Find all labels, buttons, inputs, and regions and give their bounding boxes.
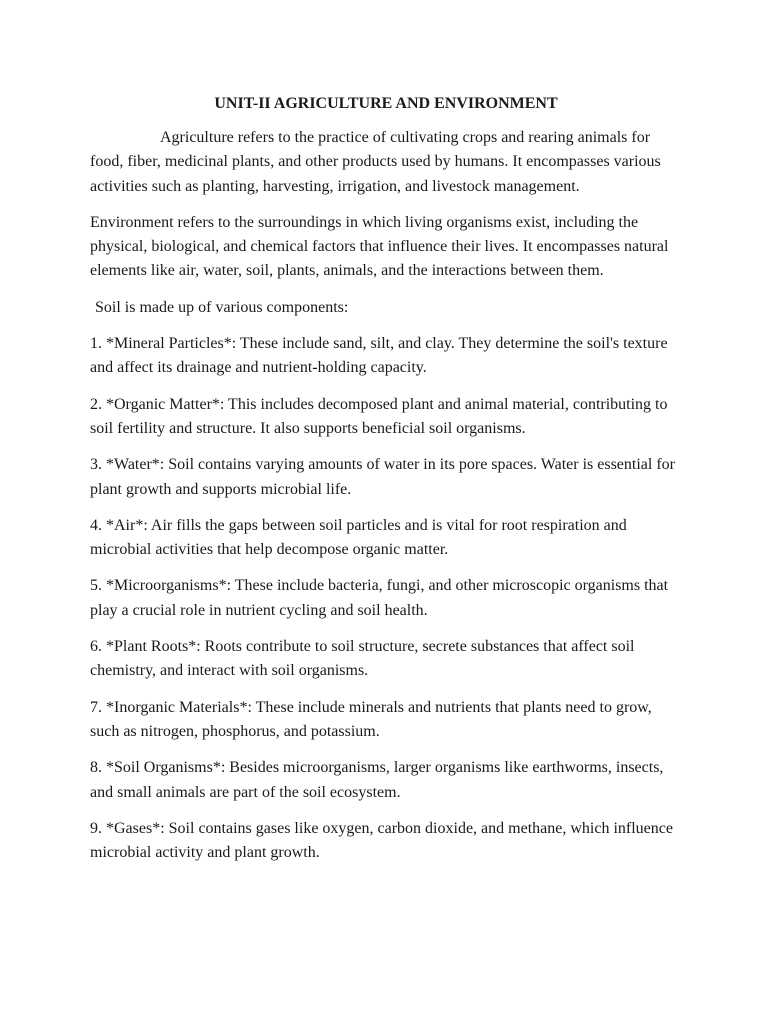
component-item-inorganic-materials: 7. *Inorganic Materials*: These include minerals and nutrients that plants need to grow, such as nitrogen, phosphorus, and potassium. [90,698,652,740]
component-item-organic-matter: 2. *Organic Matter*: This includes decomposed plant and animal material, contributing to soil fertility and structure. It also supports beneficial soil organisms. [90,395,668,437]
component-item-water: 3. *Water*: Soil contains varying amounts of water in its pore spaces. Water is essential for plant growth and supports microbial life. [90,456,675,498]
agriculture-paragraph: Agriculture refers to the practice of cultivating crops and rearing animals for food, fiber, medicinal plants, and other products used by humans. It encompasses various activities such as planting, harvesting, irrigation, and livestock management. [90,129,661,195]
document-body [90,92,682,877]
component-item-microorganisms: 5. *Microorganisms*: These include bacteria, fungi, and other microscopic organisms that play a crucial role in nutrient cycling and soil health. [90,577,669,619]
soil-intro-paragraph: Soil is made up of various components: [95,298,349,316]
component-item-soil-organisms: 8. *Soil Organisms*: Besides microorganisms, larger organisms like earthworms, insects, and small animals are part of the soil ecosystem. [90,759,664,801]
component-item-gases: 9. *Gases*: Soil contains gases like oxygen, carbon dioxide, and methane, which influence microbial activity and plant growth. [90,819,673,862]
component-item-air: 4. *Air*: Air fills the gaps between soil particles and is vital for root respiration and microbial activities that help decompose organic matter. [90,516,627,559]
page-title: UNIT-II AGRICULTURE AND ENVIRONMENT [214,95,558,112]
component-item-plant-roots: 6. *Plant Roots*: Roots contribute to soil structure, secrete substances that affect soil chemistry, and interact with soil organisms. [90,638,635,680]
environment-paragraph: Environment refers to the surroundings in which living organisms exist, including the physical, biological, and chemical factors that influence their lives. It encompasses natural elements like air, water, soil, plants, animals, and the interactions between them. [90,213,669,280]
component-item-mineral-particles: 1. *Mineral Particles*: These include sand, silt, and clay. They determine the soil's texture and affect its drainage and nutrient-holding capacity. [90,335,668,377]
